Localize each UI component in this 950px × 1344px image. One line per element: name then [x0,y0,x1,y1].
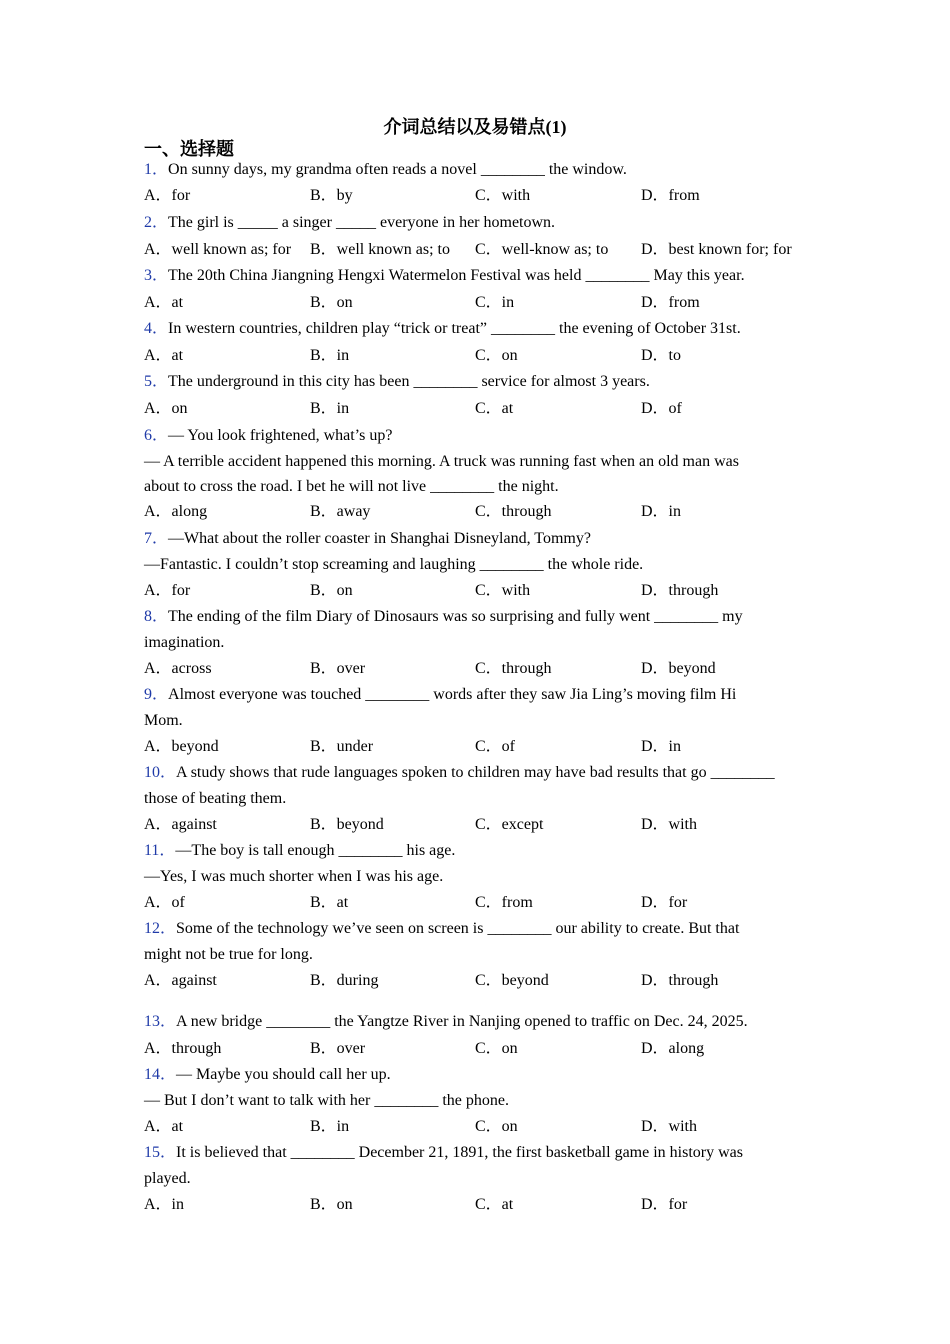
question-13-stem [144,1012,806,1032]
option-b: B．over [310,660,366,677]
question-number: 6． [144,427,169,444]
question-text: The girl is _____ a singer _____ everyone in her hometown. [168,214,556,231]
option-d: D．for [641,1196,688,1213]
question-12-stem [144,919,806,939]
question-15-stem [144,1143,806,1163]
question-text: about to cross the road. I bet he will not live ________ the night. [144,478,559,495]
question-number: 1． [144,161,169,178]
question-text: — A terrible accident happened this morning. A truck was running fast when an old man was [144,453,739,470]
question-text: The ending of the film Diary of Dinosaurs was so surprising and fully went ________ my [168,608,743,625]
question-5-stem [144,372,806,392]
option-b: B．under [310,738,374,755]
question-text: —Fantastic. I couldn’t stop screaming and laughing ________ the whole ride. [144,556,644,573]
question-7-stem [144,529,806,549]
question-number: 3． [144,267,169,284]
option-c: C．at [475,1196,514,1213]
question-1-stem [144,160,806,180]
question-9-options [144,737,806,757]
question-3-options [144,293,806,313]
question-2-stem [144,213,806,233]
question-1-options [144,186,806,206]
option-d: D．with [641,1118,698,1135]
option-a: A．in [144,1196,185,1213]
option-a: A．against [144,972,217,989]
question-13-options [144,1039,806,1059]
question-text: Some of the technology we’ve seen on screen is ________ our ability to create. But that [176,920,740,937]
question-number: 4． [144,320,169,337]
option-a: A．through [144,1040,222,1057]
question-8-options [144,659,806,679]
option-b: B．by [310,187,353,204]
question-12-options [144,971,806,991]
question-text: —The boy is tall enough ________ his age. [175,842,456,859]
question-14-line [144,1091,806,1111]
question-text: might not be true for long. [144,946,313,963]
option-d: D．beyond [641,660,716,677]
question-text: — You look frightened, what’s up? [168,427,393,444]
option-a: A．along [144,503,208,520]
option-b: B．at [310,894,349,911]
question-number: 2． [144,214,169,231]
question-text: Almost everyone was touched ________ words after they saw Jia Ling’s moving film Hi [168,686,737,703]
question-11-options [144,893,806,913]
question-2-options [144,240,806,260]
question-text: those of beating them. [144,790,287,807]
question-12-line [144,945,806,965]
question-text: A study shows that rude languages spoken to children may have bad results that go ________ [176,764,775,781]
option-a: A．well known as; for [144,241,292,258]
option-c: C．on [475,347,518,364]
option-d: D．in [641,738,682,755]
question-5-options [144,399,806,419]
option-b: B．away [310,503,371,520]
question-6-stem [144,426,806,446]
option-c: C．with [475,582,531,599]
question-4-stem [144,319,806,339]
question-text: The 20th China Jiangning Hengxi Watermelon Festival was held ________ May this year. [168,267,745,284]
question-text: imagination. [144,634,225,651]
option-b: B．on [310,582,353,599]
option-b: B．in [310,1118,350,1135]
option-d: D．for [641,894,688,911]
option-c: C．of [475,738,516,755]
option-c: C．beyond [475,972,549,989]
question-text: In western countries, children play “trick or treat” ________ the evening of October 31st. [168,320,741,337]
question-text: — Maybe you should call her up. [176,1066,391,1083]
option-d: D．with [641,816,698,833]
question-number: 10． [144,764,177,781]
option-b: B．in [310,347,350,364]
question-6-options [144,502,806,522]
option-d: D．best known for; for [641,241,792,258]
question-10-options [144,815,806,835]
question-11-line [144,867,806,887]
option-b: B．on [310,294,353,311]
option-a: A．of [144,894,185,911]
question-number: 5． [144,373,169,390]
option-a: A．on [144,400,188,417]
section-heading: 一、选择题 [144,139,234,159]
option-d: D．of [641,400,682,417]
option-b: B．on [310,1196,353,1213]
question-text: The underground in this city has been ________ service for almost 3 years. [168,373,650,390]
option-a: A．for [144,187,191,204]
option-b: B．beyond [310,816,384,833]
question-number: 9． [144,686,169,703]
question-15-options [144,1195,806,1215]
option-c: C．at [475,400,514,417]
question-number: 12． [144,920,177,937]
question-text: It is believed that ________ December 21, 1891, the first basketball game in history was [176,1144,743,1161]
option-c: C．from [475,894,533,911]
question-9-stem [144,685,806,705]
question-text: A new bridge ________ the Yangtze River in Nanjing opened to traffic on Dec. 24, 2025. [176,1013,748,1030]
option-b: B．during [310,972,379,989]
question-10-stem [144,763,806,783]
question-number: 13． [144,1013,177,1030]
option-c: C．well-know as; to [475,241,609,258]
option-a: A．at [144,1118,184,1135]
option-c: C．on [475,1040,518,1057]
option-d: D．through [641,972,719,989]
question-4-options [144,346,806,366]
option-c: C．through [475,660,552,677]
option-c: C．except [475,816,544,833]
question-number: 11． [144,842,176,859]
question-7-options [144,581,806,601]
option-d: D．from [641,187,700,204]
question-8-stem [144,607,806,627]
question-11-stem [144,841,806,861]
option-c: C．on [475,1118,518,1135]
question-text: Mom. [144,712,183,729]
question-3-stem [144,266,806,286]
question-9-line [144,711,806,731]
question-14-options [144,1117,806,1137]
question-number: 7． [144,530,169,547]
option-a: A．across [144,660,212,677]
question-8-line [144,633,806,653]
question-15-line [144,1169,806,1189]
question-text: — But I don’t want to talk with her ________ the phone. [144,1092,509,1109]
option-d: D．along [641,1040,705,1057]
option-d: D．to [641,347,682,364]
question-text: —Yes, I was much shorter when I was his age. [144,868,444,885]
question-text: played. [144,1170,191,1187]
question-6-line [144,452,806,472]
option-c: C．in [475,294,515,311]
question-number: 14． [144,1066,177,1083]
option-a: A．against [144,816,217,833]
question-number: 8． [144,608,169,625]
option-b: B．in [310,400,350,417]
option-d: D．from [641,294,700,311]
option-a: A．at [144,347,184,364]
option-d: D．through [641,582,719,599]
document-title: 介词总结以及易错点(1) [383,117,567,137]
question-7-line [144,555,806,575]
option-c: C．with [475,187,531,204]
option-c: C．through [475,503,552,520]
question-number: 15． [144,1144,177,1161]
option-a: A．at [144,294,184,311]
question-6-line [144,477,806,497]
question-text: On sunny days, my grandma often reads a novel ________ the window. [168,161,627,178]
question-14-stem [144,1065,806,1085]
option-b: B．over [310,1040,366,1057]
option-a: A．for [144,582,191,599]
option-d: D．in [641,503,682,520]
question-10-line [144,789,806,809]
option-b: B．well known as; to [310,241,450,258]
question-text: —What about the roller coaster in Shanghai Disneyland, Tommy? [168,530,591,547]
option-a: A．beyond [144,738,219,755]
